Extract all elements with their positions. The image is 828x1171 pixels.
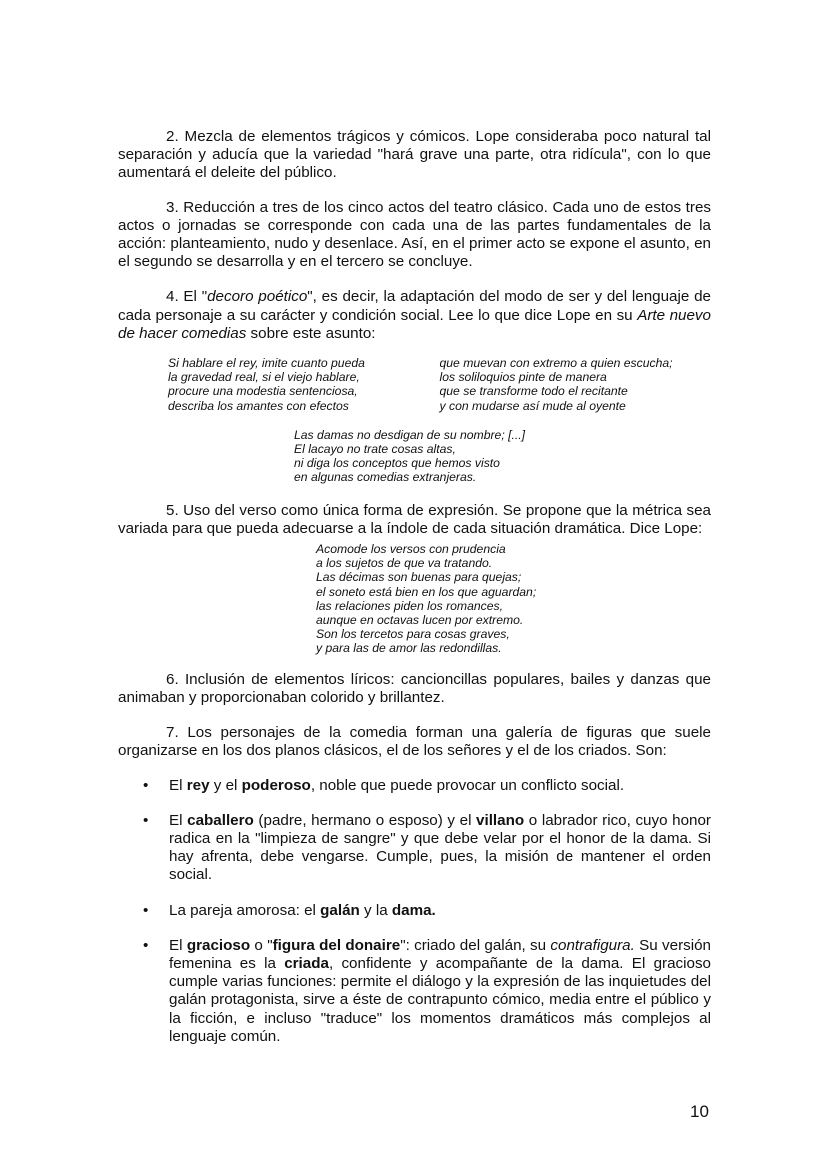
verse-line: y con mudarse así mude al oyente <box>439 398 626 413</box>
item-text: o " <box>250 936 273 954</box>
verse-line: procure una modestia sentenciosa, <box>168 384 358 399</box>
verse-quote-metrics <box>118 542 711 656</box>
verse-line: El lacayo no trate cosas altas, <box>294 442 456 457</box>
verse-quote-columns <box>118 356 711 413</box>
verse-line: Las damas no desdigan de su nombre; [...] <box>294 427 526 442</box>
verse-line: los soliloquios pinte de manera <box>439 370 607 385</box>
paragraph-6 <box>118 671 711 707</box>
paragraph-3-text: 3. Reducción a tres de los cinco actos del teatro clásico. Cada uno de estos tres actos o jornadas se corresponde con cada una de las partes fundamentales de la acción: planteamiento, nudo y desenlace. Así, en el primer acto se expone el asunto, en el segundo se desarrolla y en el tercero se concluye. <box>118 198 711 271</box>
list-item <box>118 937 711 1046</box>
arte-nuevo-title: Arte nuevo de hacer comedias <box>118 306 711 342</box>
bullet-icon: • <box>143 811 149 829</box>
verse-line: ni diga los conceptos que hemos visto <box>294 456 500 471</box>
verse-line: aunque en octavas lucen por extremo. <box>316 613 524 628</box>
decoro-poetico-term: decoro poético <box>207 288 308 306</box>
paragraph-2-text: 2. Mezcla de elementos trágicos y cómicos. Lope consideraba poco natural tal separación y aducía que la variedad "hará grave una parte, otra ridícula", con lo que aumentará el deleite del público. <box>118 128 711 182</box>
verse-line: Acomode los versos con prudencia <box>316 542 506 557</box>
item-term: gracioso <box>186 936 251 954</box>
verse-line: el soneto está bien en los que aguardan; <box>316 584 537 599</box>
verse-line: que muevan con extremo a quien escucha; <box>439 356 673 371</box>
item-text: y la <box>359 901 392 919</box>
list-item <box>118 812 711 885</box>
verse-line: la gravedad real, si el viejo hablare, <box>168 370 360 385</box>
item-text: El <box>169 776 187 794</box>
verse-line: Si hablare el rey, imite cuanto pueda <box>168 356 365 371</box>
item-text: , noble que puede provocar un conflicto social. <box>310 776 625 794</box>
paragraph-5-text: 5. Uso del verso como única forma de expresión. Se propone que la métrica sea variada para que pueda adecuarse a la índole de cada situación dramática. Dice Lope: <box>118 501 711 537</box>
item-text: (padre, hermano o esposo) y el <box>253 811 477 829</box>
verse-line: las relaciones piden los romances, <box>316 598 503 613</box>
list-item <box>118 777 711 795</box>
item-text: La pareja amorosa: el <box>169 901 321 919</box>
paragraph-4-text: 4. El " <box>166 288 208 306</box>
item-text: y el <box>209 776 242 794</box>
item-term: dama. <box>391 901 436 919</box>
item-text: Su versión femenina es la <box>169 936 711 972</box>
verse-column-left <box>168 356 440 413</box>
item-term: rey <box>186 776 210 794</box>
bullet-icon: • <box>143 936 149 954</box>
item-term: caballero <box>187 811 254 829</box>
paragraph-4-text: ", es decir, la adaptación del modo de ser y del lenguaje de cada personaje a su carácter y condición social. Lee lo que dice Lope en su <box>118 288 711 324</box>
paragraph-6-text: 6. Inclusión de elementos líricos: cancioncillas populares, bailes y danzas que animaban y proporcionaban colorido y brillantez. <box>118 670 711 706</box>
verse-line: que se transforme todo el recitante <box>439 384 628 399</box>
bullet-icon: • <box>143 901 149 919</box>
list-item <box>118 902 711 920</box>
verse-line: Las décimas son buenas para quejas; <box>316 570 522 585</box>
item-text: , confidente y acompañante de la dama. El gracioso cumple varias funciones: permite el diálogo y la expresión de las inquietudes del galán protagonista, sirve a éste de contrapunto cómico, media entre el público y la ficción, e incluso "traduce" los momentos dramáticos más complejos al lenguaje común. <box>169 954 712 1045</box>
item-term-italic: contrafigura. <box>550 936 635 954</box>
item-text: El <box>169 811 188 829</box>
bullet-icon: • <box>143 776 149 794</box>
page-number: 10 <box>690 1102 709 1121</box>
item-term: villano <box>476 811 525 829</box>
paragraph-7 <box>118 724 711 760</box>
item-term: criada <box>284 954 329 972</box>
item-text: El <box>169 936 187 954</box>
item-term: poderoso <box>241 776 311 794</box>
paragraph-5 <box>118 502 711 538</box>
item-text: ": criado del galán, su <box>400 936 551 954</box>
paragraph-7-text: 7. Los personajes de la comedia forman una galería de figuras que suele organizarse en los dos planos clásicos, el de los señores y el de los criados. Son: <box>118 724 711 760</box>
paragraph-4-text: sobre este asunto: <box>246 324 376 342</box>
verse-line: en algunas comedias extranjeras. <box>294 470 477 485</box>
paragraph-3 <box>118 199 711 272</box>
item-text: o labrador rico, cuyo honor radica en la "limpieza de sangre" y que debe velar por el honor de la dama. Si hay afrenta, debe vengarse. Cumple, pues, la misión de mantener el orden social. <box>169 811 711 884</box>
character-list <box>118 777 711 1046</box>
paragraph-4 <box>118 288 711 343</box>
verse-line: a los sujetos de que va tratando. <box>316 556 493 571</box>
paragraph-2 <box>118 128 711 183</box>
verse-quote-centered <box>118 428 711 485</box>
item-term: figura del donaire <box>272 936 401 954</box>
item-term: galán <box>320 901 360 919</box>
document-page <box>118 128 711 1063</box>
verse-line: y para las de amor las redondillas. <box>316 641 502 656</box>
verse-column-right <box>440 356 712 413</box>
verse-line: describa los amantes con efectos <box>168 398 349 413</box>
verse-line: Son los tercetos para cosas graves, <box>316 627 510 642</box>
